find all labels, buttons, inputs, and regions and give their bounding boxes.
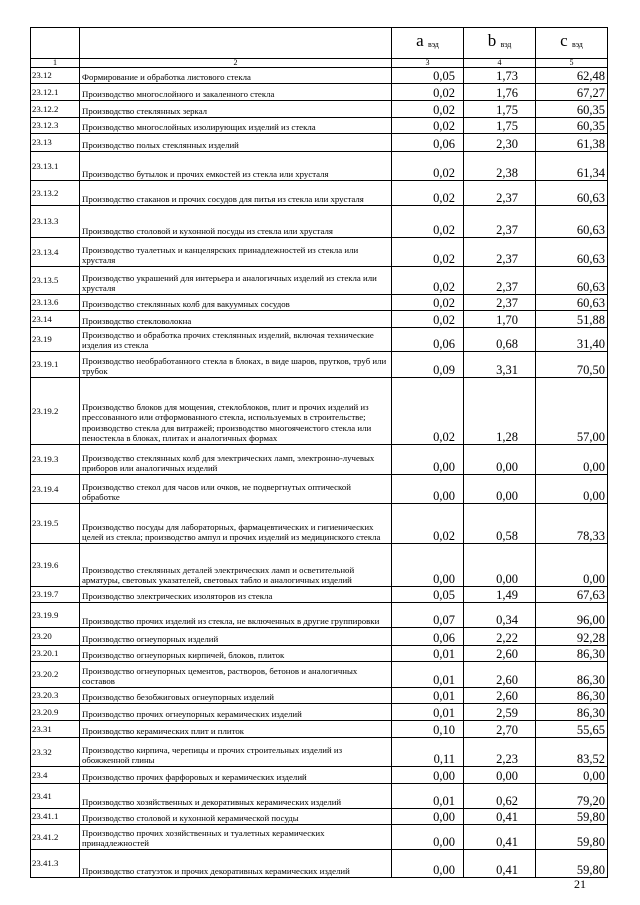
row-c-value-cell: 86,30 xyxy=(536,704,608,721)
table-row xyxy=(31,662,608,688)
row-code-cell: 23.19.1 xyxy=(31,352,80,378)
row-b-value-cell: 2,37 xyxy=(464,206,536,238)
row-c-value-cell: 0,00 xyxy=(536,445,608,475)
row-b-value-cell: 1,75 xyxy=(464,101,536,118)
table-row xyxy=(31,767,608,784)
row-b-value-cell: 1,28 xyxy=(464,378,536,445)
row-b-value-cell: 0,00 xyxy=(464,544,536,587)
row-c-value-cell: 86,30 xyxy=(536,688,608,704)
row-a-value-cell: 0,00 xyxy=(392,475,464,504)
row-c-value-cell: 78,33 xyxy=(536,504,608,544)
row-code-cell: 23.19 xyxy=(31,328,80,352)
row-name-cell: Производство стеклянных колб для электрических ламп, электронно-лучевых приборов или аналогичных изделий xyxy=(80,445,392,475)
row-b-value-cell: 0,58 xyxy=(464,504,536,544)
row-code-cell: 23.19.5 xyxy=(31,504,80,544)
row-code-cell: 23.12.2 xyxy=(31,101,80,118)
coefficient-table xyxy=(30,27,608,878)
row-c-value-cell: 79,20 xyxy=(536,784,608,809)
row-c-value-cell: 59,80 xyxy=(536,825,608,850)
row-a-value-cell: 0,06 xyxy=(392,328,464,352)
row-c-value-cell: 57,00 xyxy=(536,378,608,445)
row-code-cell: 23.20.1 xyxy=(31,646,80,662)
row-code-cell: 23.41.2 xyxy=(31,825,80,850)
table-row xyxy=(31,152,608,181)
row-c-value-cell: 0,00 xyxy=(536,544,608,587)
row-b-value-cell: 2,60 xyxy=(464,688,536,704)
header-b-subscript: вэд xyxy=(500,40,512,50)
row-b-value-cell: 2,37 xyxy=(464,295,536,311)
row-c-value-cell: 62,48 xyxy=(536,68,608,84)
row-code-cell: 23.32 xyxy=(31,738,80,767)
row-code-cell: 23.4 xyxy=(31,767,80,784)
row-b-value-cell: 2,70 xyxy=(464,721,536,738)
row-a-value-cell: 0,09 xyxy=(392,352,464,378)
table-row xyxy=(31,84,608,101)
table-row xyxy=(31,475,608,504)
row-a-value-cell: 0,02 xyxy=(392,238,464,267)
row-a-value-cell: 0,01 xyxy=(392,784,464,809)
row-c-value-cell: 0,00 xyxy=(536,475,608,504)
row-code-cell: 23.13.5 xyxy=(31,267,80,295)
row-code-cell: 23.13.3 xyxy=(31,206,80,238)
row-code-cell: 23.41 xyxy=(31,784,80,809)
row-code-cell: 23.31 xyxy=(31,721,80,738)
row-name-cell: Производство статуэток и прочих декоративных керамических изделий xyxy=(80,850,392,878)
table-row xyxy=(31,311,608,328)
table-row xyxy=(31,688,608,704)
table-row xyxy=(31,378,608,445)
column-index-cell: 5 xyxy=(536,59,608,68)
row-a-value-cell: 0,02 xyxy=(392,504,464,544)
header-c-subscript: вэд xyxy=(571,40,583,50)
row-code-cell: 23.13.4 xyxy=(31,238,80,267)
row-name-cell: Производство и обработка прочих стеклянных изделий, включая технические изделия из стекла xyxy=(80,328,392,352)
row-name-cell: Производство стеклянных деталей электрических ламп и осветительной арматуры, световых указателей, световых табло и аналогичных изделий xyxy=(80,544,392,587)
row-b-value-cell: 1,76 xyxy=(464,84,536,101)
row-c-value-cell: 70,50 xyxy=(536,352,608,378)
header-cell-name xyxy=(80,28,392,59)
row-c-value-cell: 31,40 xyxy=(536,328,608,352)
row-name-cell: Производство стеклянных колб для вакуумных сосудов xyxy=(80,295,392,311)
row-a-value-cell: 0,02 xyxy=(392,181,464,206)
row-a-value-cell: 0,02 xyxy=(392,267,464,295)
row-a-value-cell: 0,00 xyxy=(392,825,464,850)
row-b-value-cell: 2,23 xyxy=(464,738,536,767)
row-code-cell: 23.20.2 xyxy=(31,662,80,688)
row-code-cell: 23.19.9 xyxy=(31,603,80,628)
row-name-cell: Производство безобжиговых огнеупорных изделий xyxy=(80,688,392,704)
column-index-cell: 2 xyxy=(80,59,392,68)
row-b-value-cell: 2,22 xyxy=(464,628,536,646)
row-name-cell: Производство кирпича, черепицы и прочих строительных изделий из обожженной глины xyxy=(80,738,392,767)
row-name-cell: Производство многослойных изолирующих изделий из стекла xyxy=(80,118,392,134)
row-code-cell: 23.19.3 xyxy=(31,445,80,475)
row-code-cell: 23.13 xyxy=(31,134,80,152)
row-a-value-cell: 0,02 xyxy=(392,378,464,445)
row-c-value-cell: 67,27 xyxy=(536,84,608,101)
row-b-value-cell: 0,34 xyxy=(464,603,536,628)
row-a-value-cell: 0,01 xyxy=(392,704,464,721)
row-name-cell: Производство столовой и кухонной посуды из стекла или хрусталя xyxy=(80,206,392,238)
row-c-value-cell: 96,00 xyxy=(536,603,608,628)
table-row xyxy=(31,118,608,134)
column-index-cell: 3 xyxy=(392,59,464,68)
row-c-value-cell: 60,63 xyxy=(536,181,608,206)
row-b-value-cell: 1,75 xyxy=(464,118,536,134)
row-name-cell: Производство прочих фарфоровых и керамических изделий xyxy=(80,767,392,784)
row-code-cell: 23.19.7 xyxy=(31,587,80,603)
row-c-value-cell: 86,30 xyxy=(536,646,608,662)
column-index-row xyxy=(31,59,608,68)
row-code-cell: 23.19.6 xyxy=(31,544,80,587)
row-a-value-cell: 0,05 xyxy=(392,68,464,84)
row-name-cell: Производство прочих изделий из стекла, не включенных в другие группировки xyxy=(80,603,392,628)
row-a-value-cell: 0,01 xyxy=(392,646,464,662)
row-code-cell: 23.19.2 xyxy=(31,378,80,445)
row-name-cell: Производство полых стеклянных изделий xyxy=(80,134,392,152)
header-b-label: b xyxy=(487,31,497,51)
row-c-value-cell: 55,65 xyxy=(536,721,608,738)
row-b-value-cell: 2,59 xyxy=(464,704,536,721)
row-code-cell: 23.41.3 xyxy=(31,850,80,878)
table-row xyxy=(31,704,608,721)
row-code-cell: 23.20.3 xyxy=(31,688,80,704)
row-b-value-cell: 0,00 xyxy=(464,767,536,784)
table-row xyxy=(31,445,608,475)
table-row xyxy=(31,721,608,738)
table-row xyxy=(31,267,608,295)
row-b-value-cell: 0,68 xyxy=(464,328,536,352)
table-row xyxy=(31,738,608,767)
row-a-value-cell: 0,00 xyxy=(392,850,464,878)
row-c-value-cell: 60,63 xyxy=(536,238,608,267)
row-name-cell: Производство керамических плит и плиток xyxy=(80,721,392,738)
row-b-value-cell: 1,73 xyxy=(464,68,536,84)
table-row xyxy=(31,544,608,587)
row-a-value-cell: 0,02 xyxy=(392,206,464,238)
header-a-subscript: вэд xyxy=(427,40,439,50)
table-row xyxy=(31,134,608,152)
row-name-cell: Производство электрических изоляторов из стекла xyxy=(80,587,392,603)
row-name-cell: Производство огнеупорных изделий xyxy=(80,628,392,646)
row-name-cell: Производство огнеупорных цементов, растворов, бетонов и аналогичных составов xyxy=(80,662,392,688)
row-c-value-cell: 86,30 xyxy=(536,662,608,688)
table-row xyxy=(31,850,608,878)
row-b-value-cell: 0,00 xyxy=(464,445,536,475)
row-code-cell: 23.13.1 xyxy=(31,152,80,181)
table-row xyxy=(31,628,608,646)
row-c-value-cell: 0,00 xyxy=(536,767,608,784)
row-a-value-cell: 0,10 xyxy=(392,721,464,738)
header-cell-a xyxy=(392,28,464,59)
header-a-label: a xyxy=(416,31,424,51)
row-a-value-cell: 0,00 xyxy=(392,809,464,825)
table-row xyxy=(31,181,608,206)
row-name-cell: Производство стекловолокна xyxy=(80,311,392,328)
row-a-value-cell: 0,06 xyxy=(392,628,464,646)
table-row xyxy=(31,328,608,352)
row-b-value-cell: 0,41 xyxy=(464,809,536,825)
row-name-cell: Производство необработанного стекла в блоках, в виде шаров, прутков, труб или трубок xyxy=(80,352,392,378)
row-code-cell: 23.13.6 xyxy=(31,295,80,311)
row-b-value-cell: 2,38 xyxy=(464,152,536,181)
table-row xyxy=(31,825,608,850)
row-code-cell: 23.12 xyxy=(31,68,80,84)
table-row xyxy=(31,504,608,544)
row-b-value-cell: 0,62 xyxy=(464,784,536,809)
row-c-value-cell: 92,28 xyxy=(536,628,608,646)
table-row xyxy=(31,295,608,311)
table-row xyxy=(31,603,608,628)
header-c-label: c xyxy=(560,31,568,51)
row-b-value-cell: 2,37 xyxy=(464,267,536,295)
row-b-value-cell: 0,41 xyxy=(464,825,536,850)
row-c-value-cell: 51,88 xyxy=(536,311,608,328)
row-code-cell: 23.12.1 xyxy=(31,84,80,101)
table-row xyxy=(31,646,608,662)
row-b-value-cell: 1,49 xyxy=(464,587,536,603)
table-row xyxy=(31,809,608,825)
column-index-cell: 4 xyxy=(464,59,536,68)
row-name-cell: Производство столовой и кухонной керамической посуды xyxy=(80,809,392,825)
row-name-cell: Производство стеклянных зеркал xyxy=(80,101,392,118)
table-row xyxy=(31,68,608,84)
row-c-value-cell: 59,80 xyxy=(536,809,608,825)
row-a-value-cell: 0,00 xyxy=(392,767,464,784)
row-c-value-cell: 61,34 xyxy=(536,152,608,181)
row-c-value-cell: 83,52 xyxy=(536,738,608,767)
row-b-value-cell: 2,60 xyxy=(464,662,536,688)
row-b-value-cell: 3,31 xyxy=(464,352,536,378)
row-c-value-cell: 59,80 xyxy=(536,850,608,878)
row-code-cell: 23.12.3 xyxy=(31,118,80,134)
row-a-value-cell: 0,02 xyxy=(392,101,464,118)
row-code-cell: 23.41.1 xyxy=(31,809,80,825)
header-cell-code xyxy=(31,28,80,59)
row-c-value-cell: 61,38 xyxy=(536,134,608,152)
row-a-value-cell: 0,02 xyxy=(392,118,464,134)
row-name-cell: Производство прочих хозяйственных и туалетных керамических принадлежностей xyxy=(80,825,392,850)
row-a-value-cell: 0,06 xyxy=(392,134,464,152)
table-row xyxy=(31,238,608,267)
row-a-value-cell: 0,01 xyxy=(392,662,464,688)
column-index-cell: 1 xyxy=(31,59,80,68)
table-header-row xyxy=(31,28,608,59)
row-a-value-cell: 0,05 xyxy=(392,587,464,603)
row-b-value-cell: 1,70 xyxy=(464,311,536,328)
row-a-value-cell: 0,02 xyxy=(392,84,464,101)
row-code-cell: 23.14 xyxy=(31,311,80,328)
row-c-value-cell: 60,35 xyxy=(536,118,608,134)
row-a-value-cell: 0,00 xyxy=(392,445,464,475)
row-c-value-cell: 60,35 xyxy=(536,101,608,118)
table-row xyxy=(31,352,608,378)
row-name-cell: Производство многослойного и закаленного стекла xyxy=(80,84,392,101)
row-a-value-cell: 0,02 xyxy=(392,152,464,181)
table-row xyxy=(31,784,608,809)
row-name-cell: Производство стекол для часов или очков, не подвергнутых оптической обработке xyxy=(80,475,392,504)
row-code-cell: 23.13.2 xyxy=(31,181,80,206)
row-c-value-cell: 67,63 xyxy=(536,587,608,603)
row-name-cell: Производство блоков для мощения, стеклоблоков, плит и прочих изделий из прессованного или отформованного стекла, используемых в строительстве; производство стекла для витражей; производство многоячеистого стекла или пеностекла в блоках, плитах и аналогичных формах xyxy=(80,378,392,445)
row-a-value-cell: 0,02 xyxy=(392,295,464,311)
row-code-cell: 23.20 xyxy=(31,628,80,646)
row-name-cell: Производство прочих огнеупорных керамических изделий xyxy=(80,704,392,721)
row-code-cell: 23.20.9 xyxy=(31,704,80,721)
row-b-value-cell: 2,60 xyxy=(464,646,536,662)
row-a-value-cell: 0,11 xyxy=(392,738,464,767)
row-b-value-cell: 0,00 xyxy=(464,475,536,504)
row-b-value-cell: 2,37 xyxy=(464,181,536,206)
row-name-cell: Формирование и обработка листового стекла xyxy=(80,68,392,84)
row-b-value-cell: 2,37 xyxy=(464,238,536,267)
row-name-cell: Производство стаканов и прочих сосудов для питья из стекла или хрусталя xyxy=(80,181,392,206)
row-name-cell: Производство украшений для интерьера и аналогичных изделий из стекла или хрусталя xyxy=(80,267,392,295)
header-cell-b xyxy=(464,28,536,59)
row-name-cell: Производство огнеупорных кирпичей, блоков, плиток xyxy=(80,646,392,662)
table-row xyxy=(31,101,608,118)
row-c-value-cell: 60,63 xyxy=(536,267,608,295)
row-c-value-cell: 60,63 xyxy=(536,295,608,311)
row-b-value-cell: 2,30 xyxy=(464,134,536,152)
table-row xyxy=(31,206,608,238)
row-a-value-cell: 0,01 xyxy=(392,688,464,704)
row-c-value-cell: 60,63 xyxy=(536,206,608,238)
row-a-value-cell: 0,02 xyxy=(392,311,464,328)
row-a-value-cell: 0,07 xyxy=(392,603,464,628)
header-cell-c xyxy=(536,28,608,59)
row-name-cell: Производство бутылок и прочих емкостей из стекла или хрусталя xyxy=(80,152,392,181)
row-name-cell: Производство хозяйственных и декоративных керамических изделий xyxy=(80,784,392,809)
row-a-value-cell: 0,00 xyxy=(392,544,464,587)
row-name-cell: Производство туалетных и канцелярских принадлежностей из стекла или хрусталя xyxy=(80,238,392,267)
page-number: 21 xyxy=(574,877,586,891)
row-name-cell: Производство посуды для лабораторных, фармацевтических и гигиенических целей из стекла; производство ампул и прочих изделий из медицинского стекла xyxy=(80,504,392,544)
table-row xyxy=(31,587,608,603)
row-b-value-cell: 0,41 xyxy=(464,850,536,878)
row-code-cell: 23.19.4 xyxy=(31,475,80,504)
